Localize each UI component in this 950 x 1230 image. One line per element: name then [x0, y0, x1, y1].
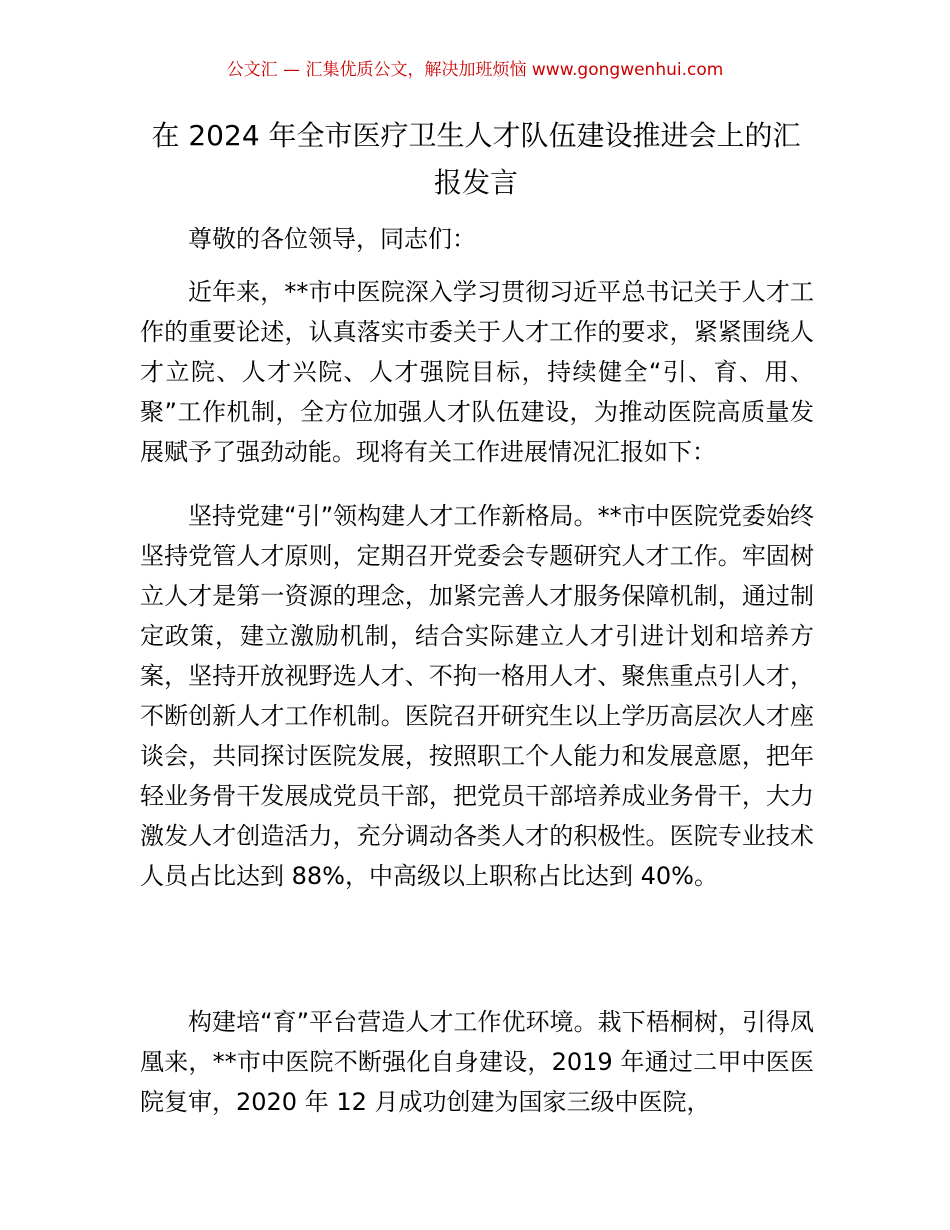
paragraph-introduction: 近年来，**市中医院深入学习贯彻习近平总书记关于人才工作的重要论述，认真落实市委关于人才工作的要求，紧紧围绕人才立院、人才兴院、人才强院目标，持续健全“引、育、用、聚”工作机制，全方位加强人才队伍建设，为推动医院高质量发展赋予了强劲动能。现将有关工作进展情况汇报如下： — [140, 278, 814, 466]
website-banner: 公文汇 — 汇集优质公文，解决加班烦恼 www.gongwenhui.com — [226, 60, 724, 80]
paragraph-cultivation-platform: 构建培“育”平台营造人才工作优环境。栽下梧桐树，引得凤凰来，**市中医院不断强化自身建设，2019 年通过二甲中医医院复审，2020 年 12 月成功创建为国家三级中医院， — [140, 1008, 814, 1116]
document-title: 在 2024 年全市医疗卫生人才队伍建设推进会上的汇报发言 — [151, 119, 801, 199]
salutation: 尊敬的各位领导，同志们： — [188, 225, 476, 253]
paragraph-party-leadership: 坚持党建“引”领构建人才工作新格局。**市中医院党委始终坚持党管人才原则，定期召开党委会专题研究人才工作。牢固树立人才是第一资源的理念，加紧完善人才服务保障机制，通过制定政策，建立激励机制，结合实际建立人才引进计划和培养方案，坚持开放视野选人才、不拘一格用人才、聚焦重点引人才，不断创新人才工作机制。医院召开研究生以上学历高层次人才座谈会，共同探讨医院发展，按照职工个人能力和发展意愿，把年轻业务骨干发展成党员干部，把党员干部培养成业务骨干，大力激发人才创造活力，充分调动各类人才的积极性。医院专业技术人员占比达到 88%，中高级以上职称占比达到 40%。 — [140, 502, 814, 890]
